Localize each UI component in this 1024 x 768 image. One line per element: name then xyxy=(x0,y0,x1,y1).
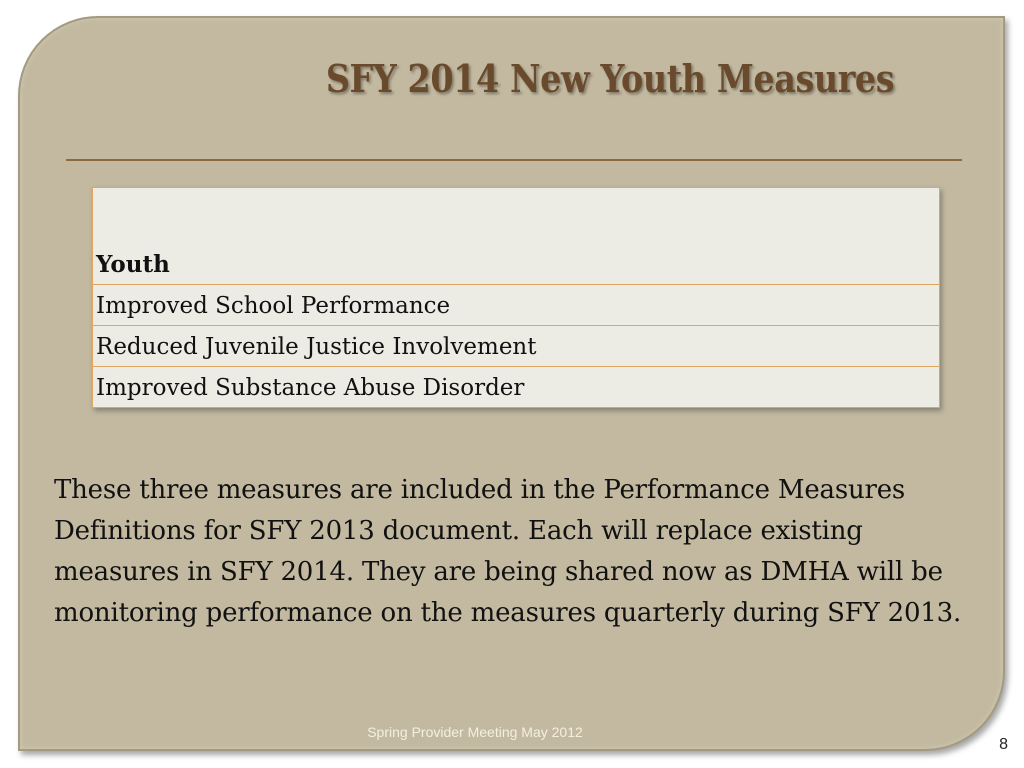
table-cell: Improved Substance Abuse Disorder xyxy=(93,367,940,408)
slide-title: SFY 2014 New Youth Measures xyxy=(325,56,895,101)
table-row xyxy=(93,285,940,326)
table-header-row xyxy=(93,188,940,285)
measures-table xyxy=(92,187,940,408)
table-row xyxy=(93,367,940,408)
page-number: 8 xyxy=(999,736,1008,753)
table-cell: Improved School Performance xyxy=(93,285,940,326)
table-row xyxy=(93,326,940,367)
body-paragraph: These three measures are included in the Performance Measures Definitions for SFY 2013 document. Each will replace existing measures in SFY 2014. They are being shared now as DMHA will be monitoring performance on the measures quarterly during SFY 2013. xyxy=(54,475,962,628)
title-divider xyxy=(66,159,962,161)
table-header-cell: Youth xyxy=(93,188,940,285)
slide-footer: Spring Provider Meeting May 2012 xyxy=(367,724,583,740)
table-cell: Reduced Juvenile Justice Involvement xyxy=(93,326,940,367)
